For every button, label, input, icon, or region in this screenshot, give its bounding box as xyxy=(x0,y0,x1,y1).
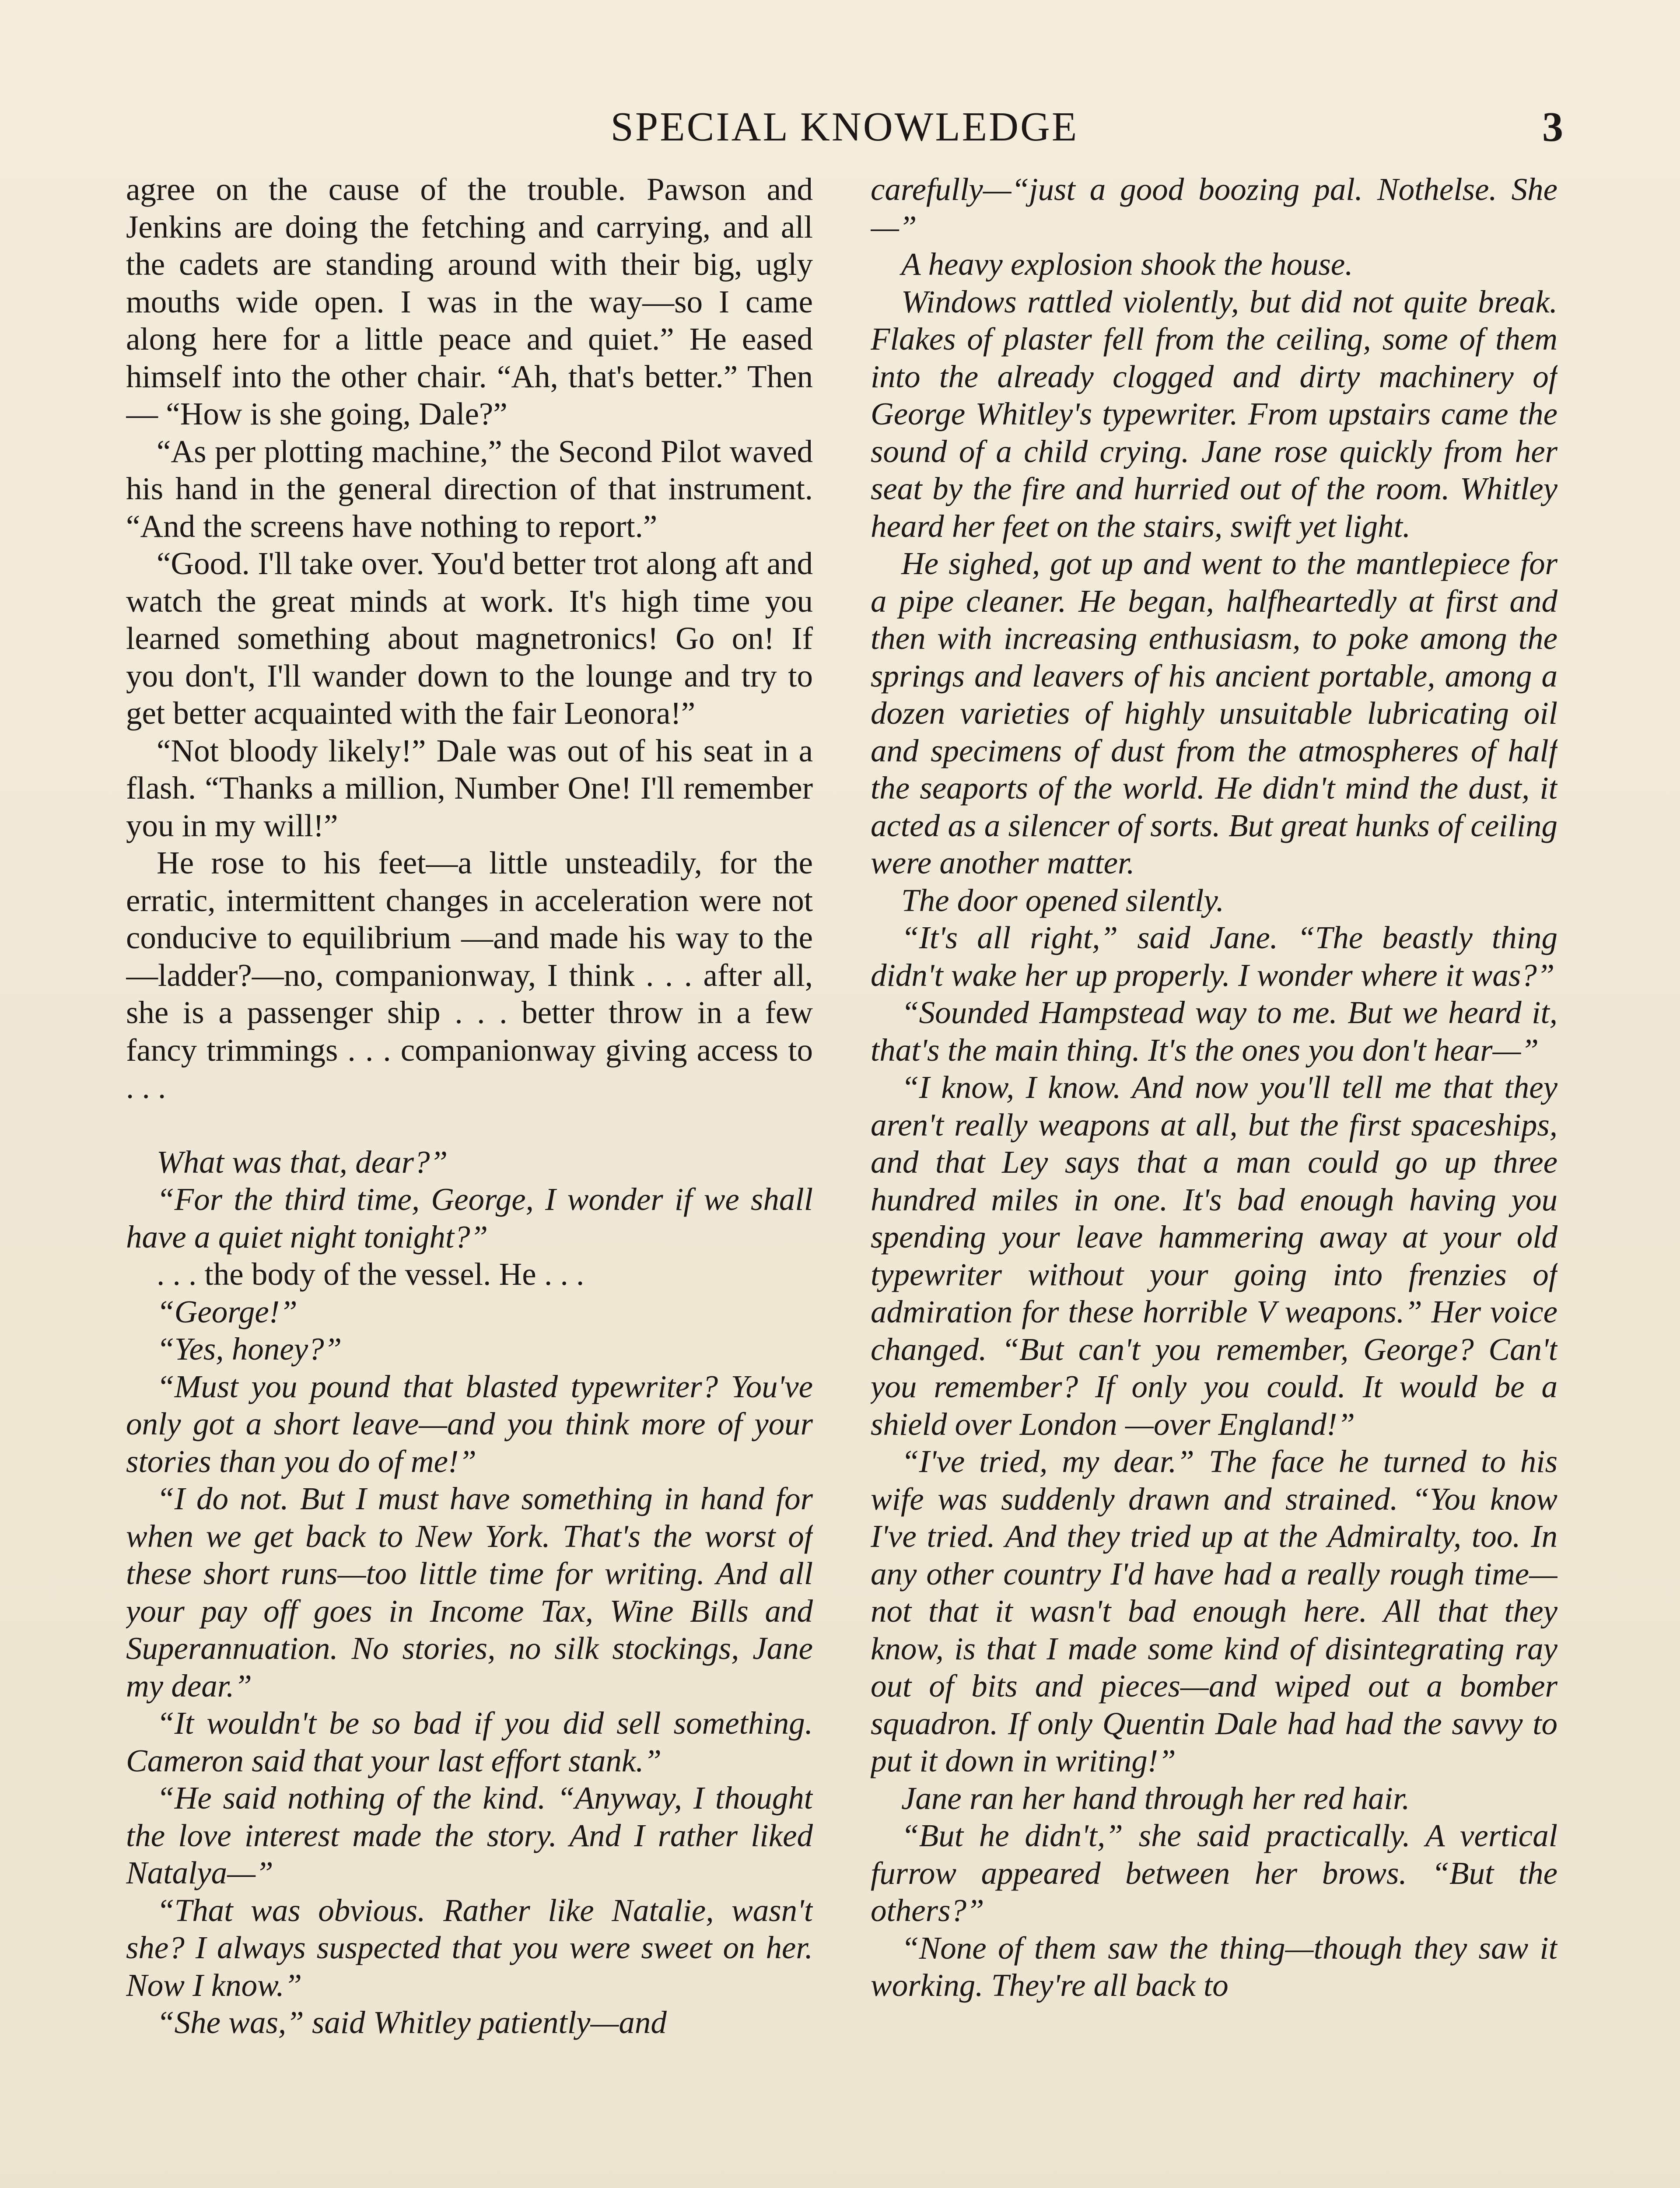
paragraph: “But he didn't,” she said practically. A vertical furrow appeared between her brows. “But the others?” xyxy=(871,1818,1558,1928)
paragraph: “Yes, honey?” xyxy=(157,1331,342,1367)
paragraph: He rose to his feet—a little unsteadily, for the erratic, intermittent changes in acceleration were not conducive to equilibrium —and made his way to the—ladder?—no, companionway, I think . . . after all, she is a passenger ship . . . better throw in a few fancy trimmings . . . companionway giving access to . . . xyxy=(126,845,813,1105)
paragraph: “George!” xyxy=(157,1294,298,1329)
paragraph: The door opened silently. xyxy=(901,882,1225,918)
page-number: 3 xyxy=(1542,103,1563,150)
paragraph: . . . the body of the vessel. He . . . xyxy=(157,1256,584,1292)
paragraph: “As per plotting machine,” the Second Pilot waved his hand in the general direction of that instrument. “And the screens have nothing to report.” xyxy=(126,433,813,544)
paragraph: “None of them saw the thing—though they saw it working. They're all back to xyxy=(871,1930,1558,2003)
paragraph: agree on the cause of the trouble. Pawson and Jenkins are doing the fetching and carrying, and all the cadets are standing around with their big, ugly mouths wide open. I was in the way—so I came along here for a little peace and quiet.” He eased himself into the other chair. “Ah, that's better.” Then— “How is she going, Dale?” xyxy=(126,172,813,431)
paragraph: “I've tried, my dear.” The face he turned to his wife was suddenly drawn and strained. “You know I've tried. And they tried up at the Admiralty, too. In any other country I'd have had a really rough time—not that it wasn't bad enough here. All that they know, is that I made some kind of disintegrating ray out of bits and pieces—and wiped out a bomber squadron. If only Quentin Dale had had the savvy to put it down in writing!” xyxy=(871,1444,1558,1778)
paragraph: “I do not. But I must have something in hand for when we get back to New York. That's the worst of these short runs—too little time for writing. And all your pay off goes in Income Tax, Wine Bills and Superannuation. No stories, no silk stockings, Jane my dear.” xyxy=(126,1481,813,1704)
paragraph: Jane ran her hand through her red hair. xyxy=(901,1780,1410,1816)
paragraph: carefully—“just a good boozing pal. Nothelse. She—” xyxy=(871,172,1558,245)
paragraph: “That was obvious. Rather like Natalie, wasn't she? I always suspected that you were sweet on her. Now I know.” xyxy=(126,1892,813,2003)
paragraph: What was that, dear?” xyxy=(157,1144,448,1180)
paragraph: “He said nothing of the kind. “Anyway, I thought the love interest made the story. And I rather liked Natalya—” xyxy=(126,1780,813,1890)
paragraph: “For the third time, George, I wonder if we shall have a quiet night tonight?” xyxy=(126,1182,813,1255)
paragraph: “Not bloody likely!” Dale was out of his seat in a flash. “Thanks a million, Number One! I'll remember you in my will!” xyxy=(126,733,813,843)
paragraph: “It's all right,” said Jane. “The beastly thing didn't wake her up properly. I wonder where it was?” xyxy=(871,920,1558,993)
paragraph: “She was,” said Whitley patiently—and xyxy=(157,2005,667,2040)
paragraph: Windows rattled violently, but did not quite break. Flakes of plaster fell from the ceiling, some of them into the already clogged and dirty machinery of George Whitley's typewriter. From upstairs came the sound of a child crying. Jane rose quickly from her seat by the fire and hurried out of the room. Whitley heard her feet on the stairs, swift yet light. xyxy=(871,284,1558,544)
paragraph: “I know, I know. And now you'll tell me that they aren't really weapons at all, but the first spaceships, and that Ley says that a man could go up three hundred miles in one. It's bad enough having you spending your leave hammering away at your old typewriter without your going into frenzies of admiration for these horrible V weapons.” Her voice changed. “But can't you remember, George? Can't you remember? If only you could. It would be a shield over London —over England!” xyxy=(871,1069,1558,1442)
right-column xyxy=(871,171,1558,2188)
left-column xyxy=(126,171,813,2188)
page-header xyxy=(126,101,1563,153)
running-head: SPECIAL KNOWLEDGE xyxy=(610,104,1079,150)
paragraph: “It wouldn't be so bad if you did sell something. Cameron said that your last effort stank.” xyxy=(126,1705,813,1778)
paragraph: “Sounded Hampstead way to me. But we heard it, that's the main thing. It's the ones you don't hear—” xyxy=(871,995,1558,1068)
paragraph: “Good. I'll take over. You'd better trot along aft and watch the great minds at work. It's high time you learned something about magnetronics! Go on! If you don't, I'll wander down to the lounge and try to get better acquainted with the fair Leonora!” xyxy=(126,546,813,731)
paragraph: A heavy explosion shook the house. xyxy=(901,246,1353,282)
paragraph: “Must you pound that blasted typewriter? You've only got a short leave—and you think more of your stories than you do of me!” xyxy=(126,1368,813,1479)
paragraph: He sighed, got up and went to the mantlepiece for a pipe cleaner. He began, halfheartedly at first and then with increasing enthusiasm, to poke among the springs and leavers of his ancient portable, among a dozen varieties of highly unsuitable lubricating oil and specimens of dust from the atmospheres of half the seaports of the world. He didn't mind the dust, it acted as a silencer of sorts. But great hunks of ceiling were another matter. xyxy=(871,546,1558,880)
